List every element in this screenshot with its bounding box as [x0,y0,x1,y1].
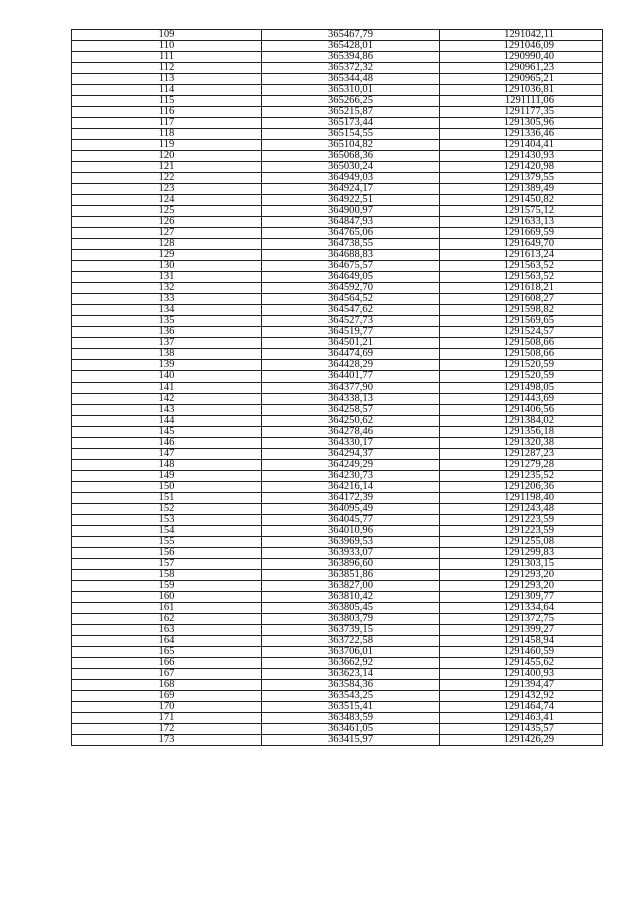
y-coordinate-cell: 1291111,06 [440,96,603,107]
table-row [72,294,603,305]
point-number-cell: 153 [72,514,262,525]
y-coordinate-cell: 1291520,59 [440,360,603,371]
point-number-cell: 111 [72,52,262,63]
x-coordinate-cell: 364294,37 [262,448,440,459]
x-coordinate-cell: 364738,55 [262,239,440,250]
y-coordinate-cell: 1291223,59 [440,525,603,536]
x-coordinate-cell: 363851,86 [262,569,440,580]
y-coordinate-cell: 1291400,93 [440,668,603,679]
y-coordinate-cell: 1291389,49 [440,184,603,195]
table-row [72,481,603,492]
y-coordinate-cell: 1291293,20 [440,580,603,591]
point-number-cell: 132 [72,283,262,294]
x-coordinate-cell: 363722,58 [262,635,440,646]
y-coordinate-cell: 1291287,23 [440,448,603,459]
x-coordinate-cell: 364547,62 [262,305,440,316]
y-coordinate-cell: 1291464,74 [440,701,603,712]
table-row [72,735,603,746]
y-coordinate-cell: 1291384,02 [440,415,603,426]
x-coordinate-cell: 364592,70 [262,283,440,294]
point-number-cell: 120 [72,151,262,162]
y-coordinate-cell: 1291255,08 [440,536,603,547]
y-coordinate-cell: 1291356,18 [440,426,603,437]
point-number-cell: 157 [72,558,262,569]
x-coordinate-cell: 363933,07 [262,547,440,558]
x-coordinate-cell: 364924,17 [262,184,440,195]
y-coordinate-cell: 1291508,66 [440,349,603,360]
x-coordinate-cell: 364688,83 [262,250,440,261]
point-number-cell: 173 [72,735,262,746]
point-number-cell: 141 [72,382,262,393]
table-row [72,536,603,547]
table-row [72,217,603,228]
y-coordinate-cell: 1291633,13 [440,217,603,228]
point-number-cell: 110 [72,41,262,52]
table-row [72,382,603,393]
point-number-cell: 160 [72,591,262,602]
x-coordinate-cell: 364564,52 [262,294,440,305]
table-row [72,514,603,525]
table-row [72,569,603,580]
x-coordinate-cell: 365467,79 [262,30,440,41]
table-row [72,646,603,657]
y-coordinate-cell: 1291463,41 [440,712,603,723]
y-coordinate-cell: 1291404,41 [440,140,603,151]
y-coordinate-cell: 1291309,77 [440,591,603,602]
point-number-cell: 109 [72,30,262,41]
point-number-cell: 147 [72,448,262,459]
point-number-cell: 123 [72,184,262,195]
x-coordinate-cell: 365030,24 [262,162,440,173]
point-number-cell: 155 [72,536,262,547]
table-row [72,118,603,129]
y-coordinate-cell: 1291394,47 [440,679,603,690]
x-coordinate-cell: 364095,49 [262,503,440,514]
x-coordinate-cell: 364045,77 [262,514,440,525]
point-number-cell: 165 [72,646,262,657]
y-coordinate-cell: 1291563,52 [440,261,603,272]
y-coordinate-cell: 1291223,59 [440,514,603,525]
y-coordinate-cell: 1291520,59 [440,371,603,382]
x-coordinate-cell: 363739,15 [262,624,440,635]
x-coordinate-cell: 363584,36 [262,679,440,690]
x-coordinate-cell: 365104,82 [262,140,440,151]
y-coordinate-cell: 1291450,82 [440,195,603,206]
y-coordinate-cell: 1291305,96 [440,118,603,129]
y-coordinate-cell: 1291303,15 [440,558,603,569]
table-row [72,129,603,140]
point-number-cell: 127 [72,228,262,239]
point-number-cell: 172 [72,723,262,734]
point-number-cell: 152 [72,503,262,514]
y-coordinate-cell: 1291669,59 [440,228,603,239]
table-row [72,459,603,470]
y-coordinate-cell: 1291460,59 [440,646,603,657]
x-coordinate-cell: 363461,05 [262,723,440,734]
point-number-cell: 151 [72,492,262,503]
table-row [72,107,603,118]
y-coordinate-cell: 1290965,21 [440,74,603,85]
table-row [72,30,603,41]
y-coordinate-cell: 1291608,27 [440,294,603,305]
table-row [72,349,603,360]
x-coordinate-cell: 364010,96 [262,525,440,536]
point-number-cell: 130 [72,261,262,272]
y-coordinate-cell: 1291458,94 [440,635,603,646]
table-row [72,338,603,349]
table-row [72,140,603,151]
table-row [72,239,603,250]
point-number-cell: 171 [72,712,262,723]
table-row [72,96,603,107]
y-coordinate-cell: 1291443,69 [440,393,603,404]
point-number-cell: 161 [72,602,262,613]
table-row [72,690,603,701]
x-coordinate-cell: 364765,06 [262,228,440,239]
table-row [72,415,603,426]
y-coordinate-cell: 1291508,66 [440,338,603,349]
point-number-cell: 140 [72,371,262,382]
x-coordinate-cell: 364428,29 [262,360,440,371]
x-coordinate-cell: 364377,90 [262,382,440,393]
table-row [72,250,603,261]
x-coordinate-cell: 364216,14 [262,481,440,492]
x-coordinate-cell: 363805,45 [262,602,440,613]
point-number-cell: 138 [72,349,262,360]
table-row [72,162,603,173]
y-coordinate-cell: 1291243,48 [440,503,603,514]
table-row [72,404,603,415]
table-row [72,261,603,272]
x-coordinate-cell: 364330,17 [262,437,440,448]
table-row [72,426,603,437]
point-number-cell: 145 [72,426,262,437]
x-coordinate-cell: 364519,77 [262,327,440,338]
point-number-cell: 142 [72,393,262,404]
y-coordinate-cell: 1291235,52 [440,470,603,481]
table-row [72,360,603,371]
table-row [72,723,603,734]
y-coordinate-cell: 1291598,82 [440,305,603,316]
point-number-cell: 149 [72,470,262,481]
table-row [72,228,603,239]
point-number-cell: 128 [72,239,262,250]
y-coordinate-cell: 1291435,57 [440,723,603,734]
x-coordinate-cell: 364900,97 [262,206,440,217]
table-row [72,41,603,52]
table-row [72,602,603,613]
y-coordinate-cell: 1291399,27 [440,624,603,635]
x-coordinate-cell: 363803,79 [262,613,440,624]
table-row [72,63,603,74]
x-coordinate-cell: 363896,60 [262,558,440,569]
point-number-cell: 168 [72,679,262,690]
coordinates-table-body [72,30,603,746]
point-number-cell: 114 [72,85,262,96]
table-row [72,74,603,85]
x-coordinate-cell: 364949,03 [262,173,440,184]
table-row [72,492,603,503]
point-number-cell: 116 [72,107,262,118]
point-number-cell: 121 [72,162,262,173]
point-number-cell: 170 [72,701,262,712]
y-coordinate-cell: 1291618,21 [440,283,603,294]
y-coordinate-cell: 1291569,65 [440,316,603,327]
x-coordinate-cell: 364401,77 [262,371,440,382]
table-row [72,184,603,195]
table-row [72,393,603,404]
table-row [72,272,603,283]
y-coordinate-cell: 1291430,93 [440,151,603,162]
table-row [72,580,603,591]
x-coordinate-cell: 364847,93 [262,217,440,228]
table-row [72,283,603,294]
point-number-cell: 169 [72,690,262,701]
y-coordinate-cell: 1291372,75 [440,613,603,624]
y-coordinate-cell: 1291042,11 [440,30,603,41]
point-number-cell: 125 [72,206,262,217]
table-row [72,173,603,184]
x-coordinate-cell: 364230,73 [262,470,440,481]
point-number-cell: 133 [72,294,262,305]
point-number-cell: 115 [72,96,262,107]
point-number-cell: 112 [72,63,262,74]
point-number-cell: 129 [72,250,262,261]
point-number-cell: 134 [72,305,262,316]
x-coordinate-cell: 364501,21 [262,338,440,349]
x-coordinate-cell: 365173,44 [262,118,440,129]
y-coordinate-cell: 1291524,57 [440,327,603,338]
x-coordinate-cell: 365310,01 [262,85,440,96]
x-coordinate-cell: 365372,32 [262,63,440,74]
table-row [72,558,603,569]
point-number-cell: 117 [72,118,262,129]
table-row [72,151,603,162]
y-coordinate-cell: 1291036,81 [440,85,603,96]
y-coordinate-cell: 1290961,23 [440,63,603,74]
x-coordinate-cell: 363810,42 [262,591,440,602]
table-row [72,316,603,327]
x-coordinate-cell: 364250,62 [262,415,440,426]
y-coordinate-cell: 1291563,52 [440,272,603,283]
point-number-cell: 148 [72,459,262,470]
x-coordinate-cell: 365266,25 [262,96,440,107]
table-row [72,712,603,723]
table-row [72,327,603,338]
table-row [72,613,603,624]
y-coordinate-cell: 1291649,70 [440,239,603,250]
point-number-cell: 163 [72,624,262,635]
table-row [72,668,603,679]
x-coordinate-cell: 365394,86 [262,52,440,63]
x-coordinate-cell: 364675,57 [262,261,440,272]
y-coordinate-cell: 1291299,83 [440,547,603,558]
x-coordinate-cell: 363969,53 [262,536,440,547]
point-number-cell: 167 [72,668,262,679]
y-coordinate-cell: 1291420,98 [440,162,603,173]
x-coordinate-cell: 363515,41 [262,701,440,712]
x-coordinate-cell: 364172,39 [262,492,440,503]
y-coordinate-cell: 1291279,28 [440,459,603,470]
coordinates-table [71,29,603,746]
x-coordinate-cell: 365215,87 [262,107,440,118]
y-coordinate-cell: 1291177,35 [440,107,603,118]
x-coordinate-cell: 363662,92 [262,657,440,668]
table-row [72,85,603,96]
x-coordinate-cell: 364527,73 [262,316,440,327]
table-row [72,371,603,382]
point-number-cell: 137 [72,338,262,349]
x-coordinate-cell: 363706,01 [262,646,440,657]
y-coordinate-cell: 1291426,29 [440,735,603,746]
point-number-cell: 139 [72,360,262,371]
point-number-cell: 146 [72,437,262,448]
table-row [72,679,603,690]
point-number-cell: 124 [72,195,262,206]
y-coordinate-cell: 1291198,40 [440,492,603,503]
table-row [72,195,603,206]
point-number-cell: 164 [72,635,262,646]
table-row [72,437,603,448]
x-coordinate-cell: 363827,00 [262,580,440,591]
table-row [72,305,603,316]
table-row [72,206,603,217]
x-coordinate-cell: 363623,14 [262,668,440,679]
y-coordinate-cell: 1291575,12 [440,206,603,217]
point-number-cell: 119 [72,140,262,151]
y-coordinate-cell: 1291406,56 [440,404,603,415]
table-row [72,503,603,514]
point-number-cell: 166 [72,657,262,668]
table-row [72,591,603,602]
x-coordinate-cell: 365428,01 [262,41,440,52]
y-coordinate-cell: 1291432,92 [440,690,603,701]
point-number-cell: 113 [72,74,262,85]
x-coordinate-cell: 364258,57 [262,404,440,415]
x-coordinate-cell: 365068,36 [262,151,440,162]
table-row [72,52,603,63]
table-row [72,635,603,646]
point-number-cell: 122 [72,173,262,184]
point-number-cell: 135 [72,316,262,327]
x-coordinate-cell: 364649,05 [262,272,440,283]
x-coordinate-cell: 365344,48 [262,74,440,85]
point-number-cell: 156 [72,547,262,558]
point-number-cell: 143 [72,404,262,415]
x-coordinate-cell: 363483,59 [262,712,440,723]
y-coordinate-cell: 1291455,62 [440,657,603,668]
table-row [72,525,603,536]
y-coordinate-cell: 1290990,40 [440,52,603,63]
table-row [72,624,603,635]
point-number-cell: 162 [72,613,262,624]
x-coordinate-cell: 365154,55 [262,129,440,140]
y-coordinate-cell: 1291498,05 [440,382,603,393]
table-row [72,657,603,668]
x-coordinate-cell: 364922,51 [262,195,440,206]
table-row [72,470,603,481]
y-coordinate-cell: 1291336,46 [440,129,603,140]
y-coordinate-cell: 1291334,64 [440,602,603,613]
point-number-cell: 131 [72,272,262,283]
point-number-cell: 150 [72,481,262,492]
y-coordinate-cell: 1291320,38 [440,437,603,448]
table-row [72,547,603,558]
point-number-cell: 136 [72,327,262,338]
y-coordinate-cell: 1291613,24 [440,250,603,261]
x-coordinate-cell: 364474,69 [262,349,440,360]
table-row [72,448,603,459]
x-coordinate-cell: 363415,97 [262,735,440,746]
y-coordinate-cell: 1291206,36 [440,481,603,492]
y-coordinate-cell: 1291293,20 [440,569,603,580]
x-coordinate-cell: 363543,25 [262,690,440,701]
point-number-cell: 158 [72,569,262,580]
point-number-cell: 154 [72,525,262,536]
point-number-cell: 126 [72,217,262,228]
table-row [72,701,603,712]
x-coordinate-cell: 364338,13 [262,393,440,404]
point-number-cell: 159 [72,580,262,591]
x-coordinate-cell: 364278,46 [262,426,440,437]
point-number-cell: 144 [72,415,262,426]
y-coordinate-cell: 1291379,55 [440,173,603,184]
point-number-cell: 118 [72,129,262,140]
y-coordinate-cell: 1291046,09 [440,41,603,52]
x-coordinate-cell: 364249,29 [262,459,440,470]
